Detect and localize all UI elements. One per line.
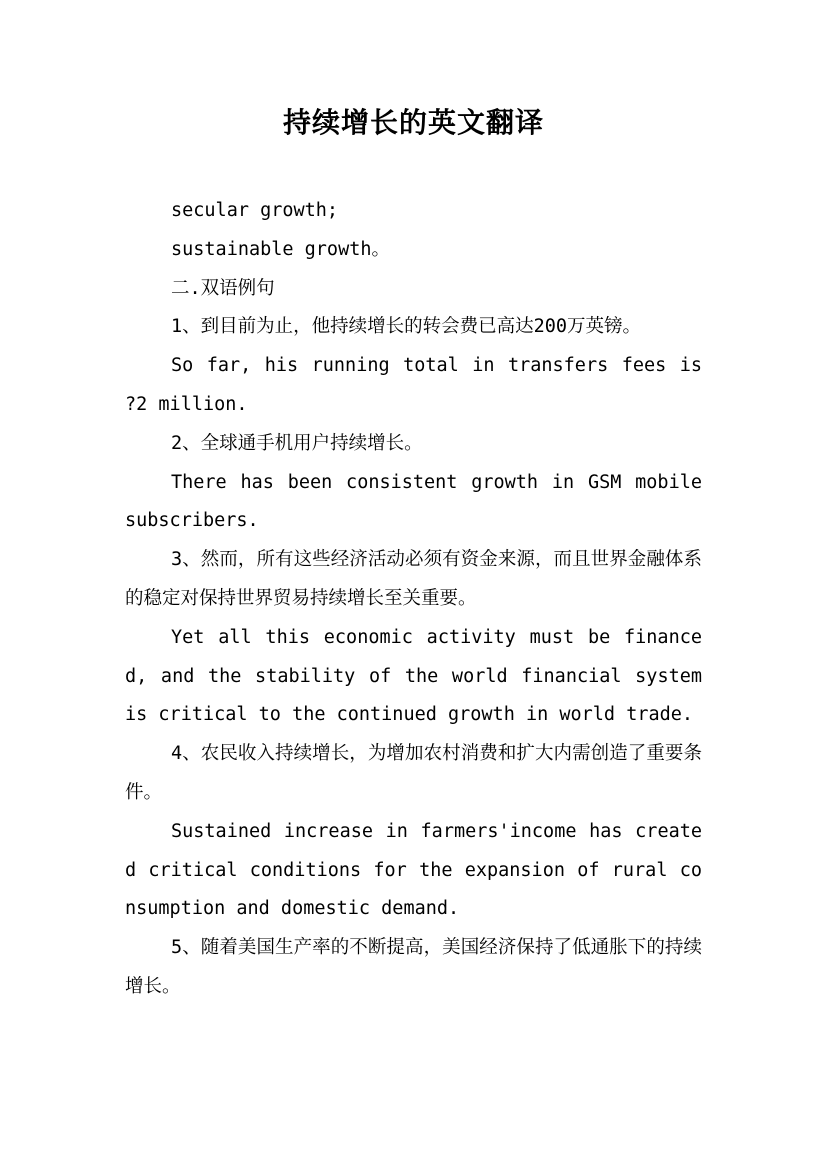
- example-english: Sustained increase in farmers'income has created critical conditions for the expansion of rural consumption and domestic demand.: [125, 820, 702, 920]
- example-english: There has been consistent growth in GSM mobile subscribers.: [125, 471, 702, 532]
- paragraph: secular growth;: [171, 200, 339, 221]
- document-title: 持续增长的英文翻译: [282, 106, 544, 139]
- example-english: So far, his running total in transfers fees is ?2 million.: [125, 355, 702, 415]
- paragraph: sustainable growth。: [171, 238, 390, 260]
- example-chinese: 1、到目前为止，他持续增长的转会费已高达200万英镑。: [171, 316, 642, 338]
- example-chinese: 4、农民收入持续增长，为增加农村消费和扩大内需创造了重要条件。: [125, 743, 702, 803]
- example-chinese: 5、随着美国生产率的不断提高，美国经济保持了低通胀下的持续增长。: [125, 937, 702, 997]
- example-chinese: 3、然而，所有这些经济活动必须有资金来源，而且世界金融体系的稳定对保持世界贸易持续增长至关重要。: [125, 549, 702, 609]
- example-chinese: 2、全球通手机用户持续增长。: [171, 432, 423, 454]
- example-english: Yet all this economic activity must be financed, and the stability of the world financial system is critical to the continued growth in world trade.: [125, 626, 702, 726]
- document-body: [125, 192, 702, 1007]
- section-heading: 二.双语例句: [171, 277, 275, 299]
